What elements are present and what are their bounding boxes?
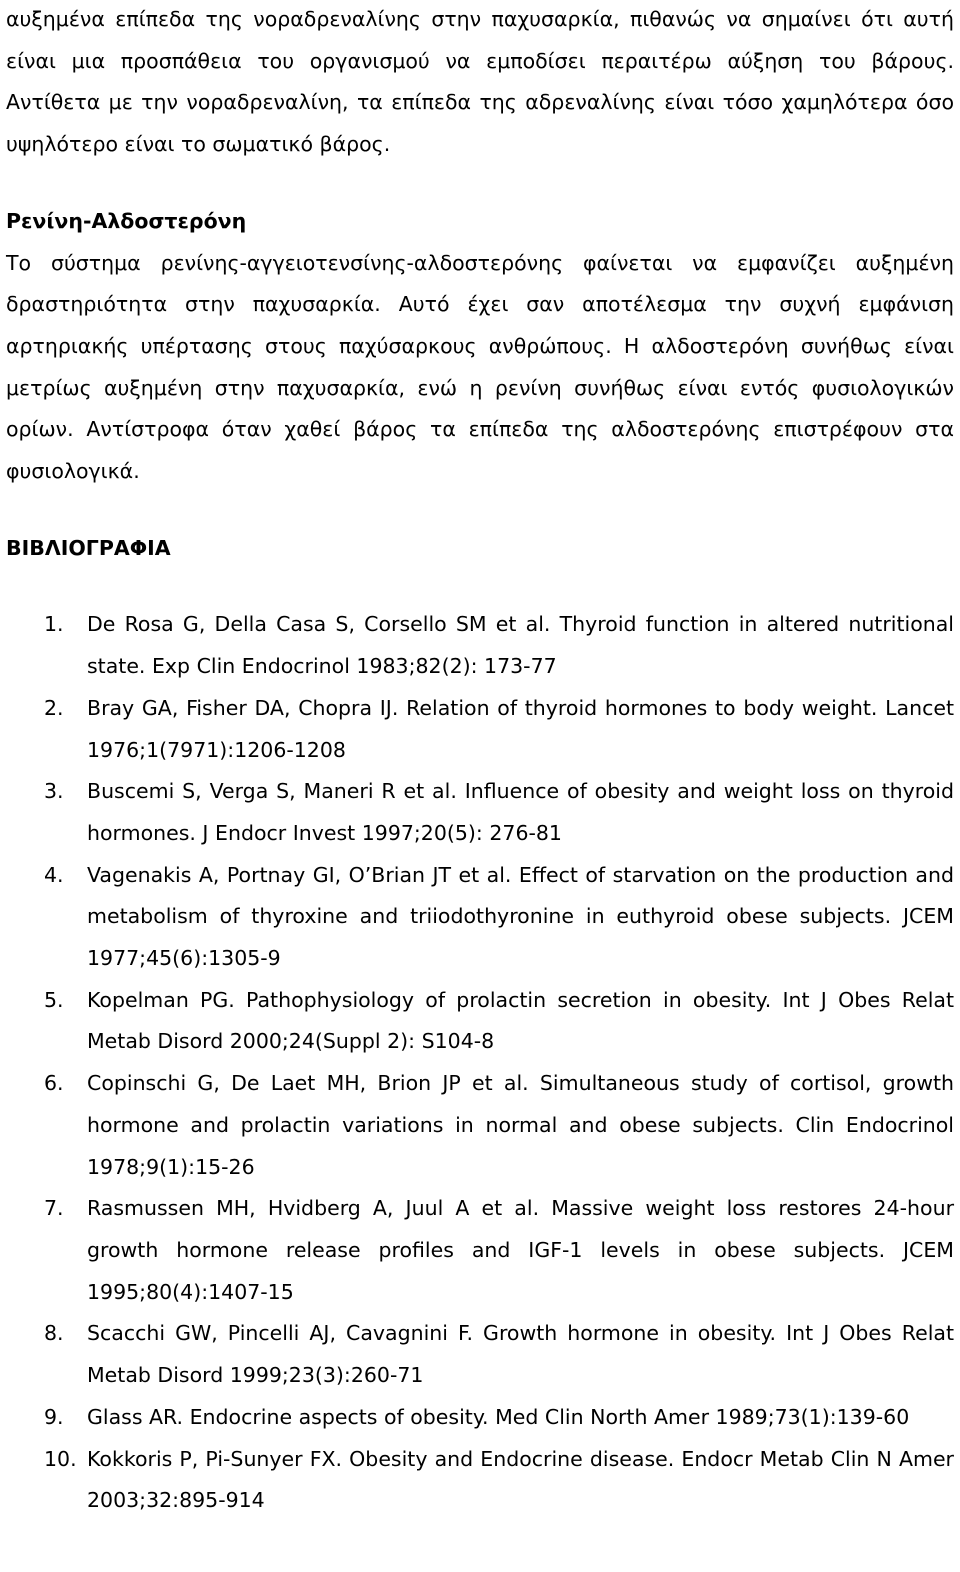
reference-item — [6, 1439, 954, 1522]
reference-number: 4. — [44, 862, 64, 887]
reference-text: Glass AR. Endocrine aspects of obesity. Med Clin North Amer 1989;73(1):139-60 — [87, 1404, 910, 1429]
reference-number: 7. — [44, 1196, 64, 1221]
reference-text: De Rosa G, Della Casa S, Corsello SM et al. Thyroid function in altered nutritional state. Exp Clin Endocrinol 1983;82(2): 173-77 — [87, 612, 954, 679]
reference-number: 8. — [44, 1321, 64, 1346]
reference-text: Scacchi GW, Pincelli AJ, Cavagnini F. Growth hormone in obesity. Int J Obes Relat Metab Disord 1999;23(3):260-71 — [87, 1321, 954, 1388]
reference-item — [6, 604, 954, 687]
reference-number: 5. — [44, 987, 64, 1012]
reference-item — [6, 1397, 954, 1439]
reference-list — [6, 604, 954, 1521]
reference-text: Kokkoris P, Pi-Sunyer FX. Obesity and Endocrine disease. Endocr Metab Clin N Amer 2003;32:895-914 — [87, 1446, 954, 1513]
reference-text: Copinschi G, De Laet MH, Brion JP et al. Simultaneous study of cortisol, growth hormone and prolactin variations in normal and obese subjects. Clin Endocrinol 1978;9(1):15-26 — [87, 1071, 954, 1179]
reference-text: Bray GA, Fisher DA, Chopra IJ. Relation of thyroid hormones to body weight. Lancet 1976;1(7971):1206-1208 — [87, 695, 954, 762]
reference-number: 6. — [44, 1071, 64, 1096]
document-page — [6, 0, 954, 1522]
reference-number: 1. — [44, 612, 64, 637]
reference-item — [6, 980, 954, 1063]
reference-text: Kopelman PG. Pathophysiology of prolactin secretion in obesity. Int J Obes Relat Metab Disord 2000;24(Suppl 2): S104-8 — [87, 987, 954, 1054]
reference-text: Rasmussen MH, Hvidberg A, Juul A et al. Massive weight loss restores 24-hour growth hormone release profiles and IGF-1 levels in obese subjects. JCEM 1995;80(4):1407-15 — [87, 1196, 954, 1304]
section-body-paragraph: Το σύστημα ρενίνης-αγγειοτενσίνης-αλδοστερόνης φαίνεται να εμφανίζει αυξημένη δραστηριότητα στην παχυσαρκία. Αυτό έχει σαν αποτέλεσμα την συχνή εμφάνιση αρτηριακής υπέρτασης στους παχύσαρκους ανθρώπους. Η αλδοστερόνη συνήθως είναι μετρίως αυξημένη στην παχυσαρκία, ενώ η ρενίνη συνήθως είναι εντός φυσιολογικών ορίων. Αντίστροφα όταν χαθεί βάρος τα επίπεδα της αλδοστερόνης επιστρέφουν στα φυσιολογικά. — [6, 250, 954, 484]
bibliography-heading: ΒΙΒΛΙΟΓΡΑΦΙΑ — [6, 535, 171, 560]
reference-number: 10. — [44, 1446, 77, 1471]
intro-paragraph: αυξημένα επίπεδα της νοραδρεναλίνης στην παχυσαρκία, πιθανώς να σημαίνει ότι αυτή είναι μια προσπάθεια του οργανισμού να εμποδίσει περαιτέρω αύξηση του βάρους. Αντίθετα με την νοραδρεναλίνη, τα επίπεδα της αδρεναλίνης είναι τόσο χαμηλότερα όσο υψηλότερο είναι το σωματικό βάρος. — [6, 7, 954, 157]
reference-item — [6, 771, 954, 854]
reference-number: 9. — [44, 1404, 64, 1429]
reference-item — [6, 855, 954, 980]
reference-number: 2. — [44, 695, 64, 720]
reference-item — [6, 1313, 954, 1396]
reference-text: Buscemi S, Verga S, Maneri R et al. Influence of obesity and weight loss on thyroid hormones. J Endocr Invest 1997;20(5): 276-81 — [87, 779, 954, 845]
reference-text: Vagenakis A, Portnay GI, O’Brian JT et al. Effect of starvation on the production and metabolism of thyroxine and triiodothyronine in euthyroid obese subjects. JCEM 1977;45(6):1305-9 — [87, 862, 954, 971]
reference-item — [6, 688, 954, 771]
reference-item — [6, 1063, 954, 1188]
section-heading-renin-aldosterone: Ρενίνη-Αλδοστερόνη — [6, 208, 247, 233]
reference-number: 3. — [44, 779, 64, 804]
reference-item — [6, 1188, 954, 1313]
